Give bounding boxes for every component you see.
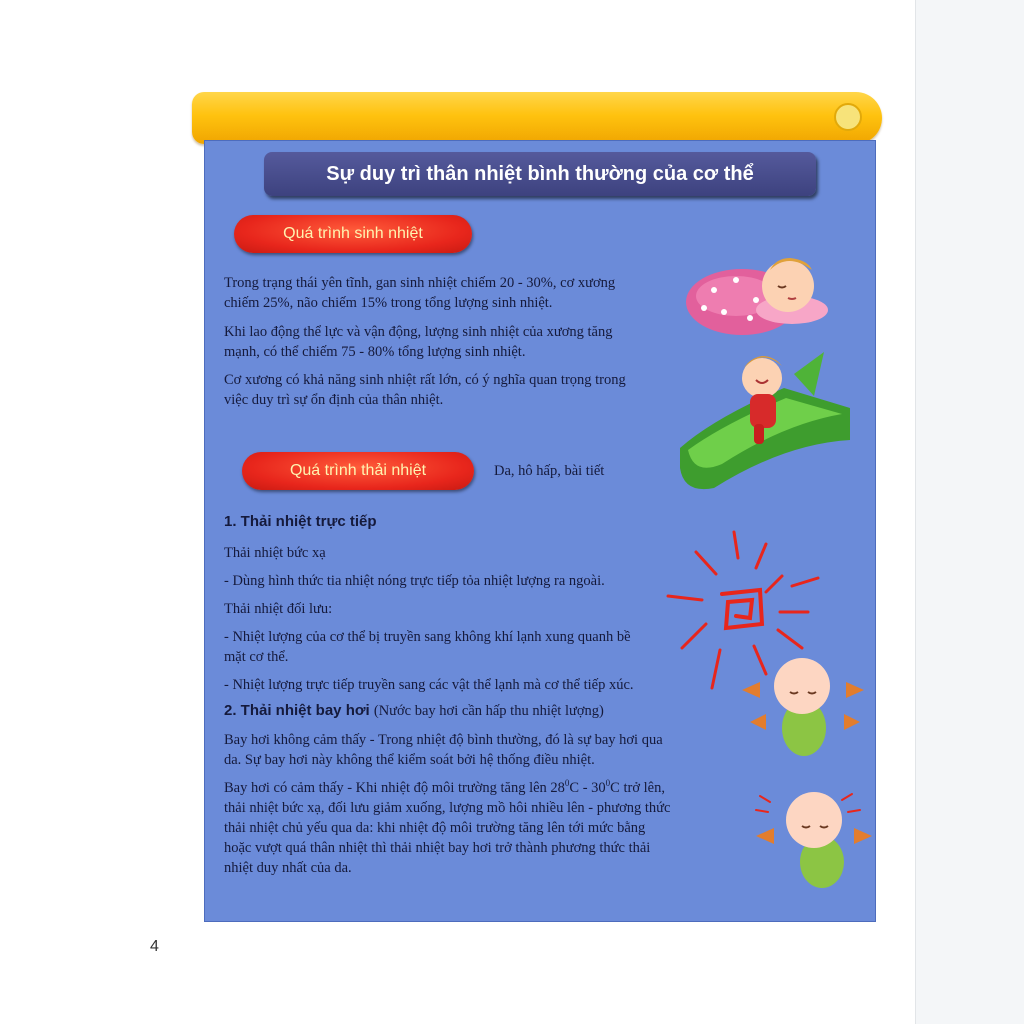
sweating-baby-illustration bbox=[752, 780, 876, 892]
conduction-text: - Nhiệt lượng trực tiếp truyền sang các vật thể lạnh mà cơ thể tiếp xúc. bbox=[224, 677, 634, 693]
paragraph-2-line-1: Khi lao động thể lực và vận động, lượng sinh nhiệt của xương tăng bbox=[224, 324, 613, 340]
evaporation-p2-line-2: thải nhiệt bức xạ, đối lưu giảm xuống, lượng mồ hôi nhiều lên - phương thức bbox=[224, 800, 671, 816]
slide-baby-illustration bbox=[674, 348, 854, 500]
evaporation-heading-text: 2. Thải nhiệt bay hơi bbox=[224, 702, 370, 719]
evaporation-p1-line-1: Bay hơi không cảm thấy - Trong nhiệt độ bình thường, đó là sự bay hơi qua bbox=[224, 732, 663, 748]
evaporation-p2-line-5: nhiệt duy nhất của da. bbox=[224, 860, 352, 876]
baby-radiating-heat-illustration bbox=[738, 652, 868, 760]
page-number: 4 bbox=[150, 938, 159, 955]
folder-tab-bar bbox=[192, 92, 882, 144]
convection-label: Thải nhiệt đối lưu: bbox=[224, 601, 333, 617]
section-heat-loss-label: Quá trình thải nhiệt bbox=[242, 452, 474, 490]
p2-text-b: C - 30 bbox=[569, 780, 606, 796]
paragraph-2-line-2: mạnh, có thể chiếm 75 - 80% tổng lượng sinh nhiệt. bbox=[224, 344, 526, 360]
heat-loss-routes-note: Da, hô hấp, bài tiết bbox=[494, 463, 605, 479]
radiation-text: - Dùng hình thức tia nhiệt nóng trực tiếp tỏa nhiệt lượng ra ngoài. bbox=[224, 573, 605, 589]
evaporation-p2-line-4: hoặc vượt quá thân nhiệt thì thải nhiệt bay hơi trở thành phương thức thải bbox=[224, 840, 651, 856]
p2-text-c: C trở lên, bbox=[610, 780, 665, 796]
paragraph-1-line-2: chiếm 25%, não chiếm 15% trong tổng lượng sinh nhiệt. bbox=[224, 295, 553, 311]
convection-line-2: mặt cơ thể. bbox=[224, 649, 289, 665]
paragraph-3-line-2: việc duy trì sự ổn định của thân nhiệt. bbox=[224, 392, 444, 408]
degree-sup-2: 0 bbox=[605, 778, 611, 789]
page-margin bbox=[916, 0, 1024, 1024]
direct-heat-loss-heading: 1. Thải nhiệt trực tiếp bbox=[224, 513, 377, 530]
paragraph-1-line-1: Trong trạng thái yên tĩnh, gan sinh nhiệt chiếm 20 - 30%, cơ xương bbox=[224, 275, 616, 291]
evaporation-p2-line-3: thải nhiệt chủ yếu qua da: khi nhiệt độ môi trường tăng lên tới mức bằng bbox=[224, 820, 646, 836]
evaporation-p1-line-2: da. Sự bay hơi này không thể kiểm soát bởi hệ thống điều nhiệt. bbox=[224, 752, 595, 768]
evaporation-p2-line-1 bbox=[224, 778, 665, 798]
page-title: Sự duy trì thân nhiệt bình thường của cơ thể bbox=[326, 162, 754, 185]
convection-line-1: - Nhiệt lượng của cơ thể bị truyền sang không khí lạnh xung quanh bề bbox=[224, 629, 631, 645]
section-heat-production-label: Quá trình sinh nhiệt bbox=[234, 215, 472, 253]
paragraph-3-line-1: Cơ xương có khả năng sinh nhiệt rất lớn, có ý nghĩa quan trọng trong bbox=[224, 372, 626, 388]
p2-text-a: Bay hơi có cảm thấy - Khi nhiệt độ môi trường tăng lên 28 bbox=[224, 780, 565, 796]
tab-dot-icon bbox=[834, 103, 862, 131]
evaporation-heading bbox=[224, 702, 604, 720]
sleeping-baby-illustration bbox=[684, 250, 834, 340]
radiation-label: Thải nhiệt bức xạ bbox=[224, 545, 326, 561]
evaporation-note: (Nước bay hơi cần hấp thu nhiệt lượng) bbox=[373, 703, 604, 719]
degree-sup-1: 0 bbox=[564, 778, 570, 789]
